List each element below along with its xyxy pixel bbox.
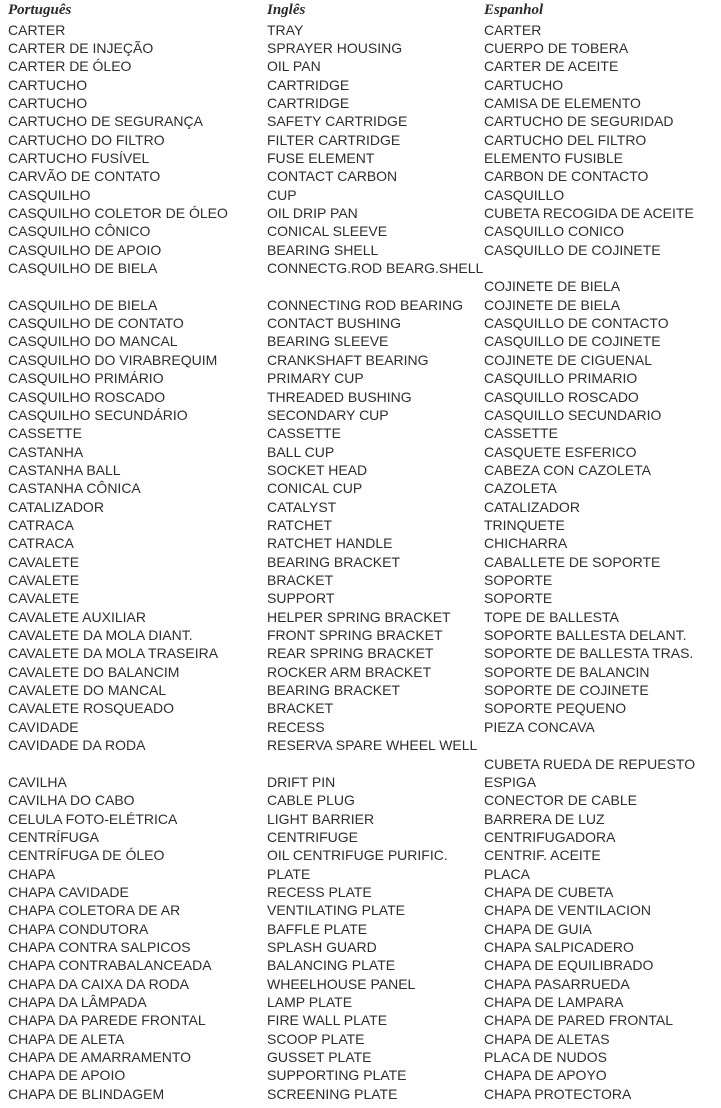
table-row: [0, 534, 721, 552]
term-portuguese: CARTUCHO: [8, 76, 88, 93]
term-spanish: SOPORTE PEQUENO: [484, 700, 627, 717]
term-english: OIL PAN: [267, 58, 321, 75]
term-english: RECESS: [267, 718, 325, 735]
term-spanish: TRINQUETE: [484, 516, 565, 533]
term-spanish: PLACA: [484, 865, 530, 882]
term-portuguese: CASQUILHO DO MANCAL: [8, 333, 178, 350]
term-portuguese: CASQUILHO DE APOIO: [8, 241, 162, 258]
term-spanish: CASSETTE: [484, 425, 558, 442]
term-spanish: COJINETE DE CIGUENAL: [484, 351, 653, 368]
term-spanish: CHAPA DE ALETAS: [484, 1030, 610, 1047]
term-portuguese: CARTER DE INJEÇÃO: [8, 39, 154, 56]
term-portuguese: CASQUILHO PRIMÁRIO: [8, 370, 164, 387]
term-portuguese: CAVALETE DO MANCAL: [8, 682, 167, 699]
term-portuguese: CASQUILHO DE BIELA: [8, 296, 158, 313]
term-spanish: CAZOLETA: [484, 480, 557, 497]
term-spanish: COJINETE DE BIELA: [484, 296, 621, 313]
table-row: [0, 369, 721, 387]
term-portuguese: CASQUILHO CÔNICO: [8, 223, 151, 240]
term-portuguese: CASTANHA BALL: [8, 461, 121, 478]
term-english: SCREENING PLATE: [267, 1085, 398, 1102]
table-row: [0, 277, 721, 295]
term-spanish: CHAPA SALPICADERO: [484, 939, 634, 955]
term-spanish: TOPE DE BALLESTA: [484, 608, 619, 625]
table-row: [0, 131, 721, 149]
term-spanish: PIEZA CONCAVA: [484, 718, 595, 735]
term-portuguese: CARTUCHO FUSÍVEL: [8, 149, 150, 166]
term-portuguese: CASTANHA: [8, 443, 84, 460]
term-english: SUPPORT: [267, 590, 335, 607]
table-row: [0, 883, 721, 901]
term-english: CONNECTG.ROD BEARG.SHELL: [267, 260, 484, 277]
term-english: CONNECTING ROD BEARING: [267, 296, 464, 313]
term-portuguese: CARTER DE ÓLEO: [8, 58, 132, 75]
term-portuguese: CAVIDADE: [8, 718, 79, 735]
term-portuguese: CASTANHA CÔNICA: [8, 480, 141, 497]
term-spanish: CASQUILLO DE COJINETE: [484, 333, 661, 350]
term-spanish: CARTUCHO DEL FILTRO: [484, 131, 647, 148]
table-row: [0, 644, 721, 662]
term-english: ROCKER ARM BRACKET: [267, 663, 432, 680]
term-spanish: ESPIGA: [484, 773, 537, 790]
term-english: BAFFLE PLATE: [267, 920, 368, 937]
term-english: LAMP PLATE: [267, 994, 353, 1011]
term-portuguese: CAVALETE: [8, 590, 80, 607]
table-row: [0, 479, 721, 497]
term-portuguese: CHAPA DA LÂMPADA: [8, 994, 147, 1011]
term-english: VENTILATING PLATE: [267, 902, 405, 919]
term-portuguese: CARTER: [8, 21, 66, 38]
term-spanish: BARRERA DE LUZ: [484, 810, 605, 827]
term-english: CRANKSHAFT BEARING: [267, 351, 429, 368]
term-spanish: CHAPA PROTECTORA: [484, 1085, 632, 1102]
table-row: [0, 167, 721, 185]
term-portuguese: CASQUILHO: [8, 186, 91, 203]
term-spanish: CATALIZADOR: [484, 498, 580, 515]
term-portuguese: CHAPA COLETORA DE AR: [8, 902, 181, 919]
table-row: [0, 773, 721, 791]
term-spanish: CENTRIFUGADORA: [484, 828, 616, 845]
table-row: [0, 296, 721, 314]
term-portuguese: CAVALETE: [8, 553, 80, 570]
term-english: CABLE PLUG: [267, 792, 355, 809]
term-portuguese: CHAPA DA PAREDE FRONTAL: [8, 1012, 206, 1029]
term-spanish: CASQUILLO: [484, 186, 565, 203]
table-row: [0, 571, 721, 589]
term-spanish: CUBETA RUEDA DE REPUESTO: [484, 755, 696, 772]
term-spanish: CHAPA PASARRUEDA: [484, 975, 630, 992]
term-spanish: CABALLETE DE SOPORTE: [484, 553, 661, 570]
table-row: [0, 901, 721, 919]
term-english: SPRAYER HOUSING: [267, 39, 403, 56]
term-portuguese: CHAPA DE APOIO: [8, 1067, 126, 1084]
term-english: PRIMARY CUP: [267, 370, 364, 387]
term-portuguese: CAVIDADE DA RODA: [8, 737, 146, 754]
term-spanish: SOPORTE: [484, 572, 553, 588]
term-portuguese: CASQUILHO COLETOR DE ÓLEO: [8, 205, 228, 221]
term-english: RATCHET: [267, 516, 333, 533]
term-portuguese: CAVALETE DO BALANCIM: [8, 663, 180, 680]
table-row: [0, 699, 721, 717]
term-english: SPLASH GUARD: [267, 939, 377, 955]
table-row: [0, 241, 721, 259]
term-portuguese: CARTUCHO DE SEGURANÇA: [8, 113, 203, 130]
term-portuguese: CARTUCHO: [8, 94, 88, 111]
term-english: RATCHET HANDLE: [267, 535, 393, 552]
term-spanish: CASQUETE ESFERICO: [484, 443, 637, 460]
term-portuguese: CAVALETE: [8, 572, 80, 588]
table-row: [0, 222, 721, 240]
term-portuguese: CENTRÍFUGA DE ÓLEO: [8, 847, 165, 864]
table-row: [0, 755, 721, 773]
term-english: GUSSET PLATE: [267, 1049, 372, 1066]
term-english: RESERVA SPARE WHEEL WELL: [267, 737, 478, 754]
term-portuguese: CASQUILHO DE BIELA: [8, 260, 158, 277]
table-row: [0, 498, 721, 516]
table-row: [0, 865, 721, 883]
table-row: [0, 736, 721, 754]
table-row: [0, 626, 721, 644]
term-portuguese: CAVALETE AUXILIAR: [8, 608, 146, 625]
term-portuguese: CHAPA CONDUTORA: [8, 920, 149, 937]
table-row: [0, 94, 721, 112]
table-row: [0, 204, 721, 222]
table-row: [0, 57, 721, 75]
term-english: LIGHT BARRIER: [267, 810, 375, 827]
term-english: FRONT SPRING BRACKET: [267, 627, 443, 644]
term-portuguese: CAVALETE DA MOLA DIANT.: [8, 627, 193, 644]
term-portuguese: CHAPA CAVIDADE: [8, 883, 129, 900]
term-spanish: CHAPA DE LAMPARA: [484, 994, 624, 1011]
term-english: SECONDARY CUP: [267, 406, 389, 423]
term-english: CONICAL CUP: [267, 480, 363, 497]
term-english: THREADED BUSHING: [267, 388, 412, 405]
table-row: [0, 663, 721, 681]
term-english: OIL CENTRIFUGE PURIFIC.: [267, 847, 448, 864]
term-english: BEARING SLEEVE: [267, 333, 389, 350]
table-row: [0, 718, 721, 736]
table-row: [0, 956, 721, 974]
table-row: [0, 259, 721, 277]
table-row: [0, 1048, 721, 1066]
term-english: TRAY: [267, 21, 304, 38]
table-row: [0, 351, 721, 369]
term-spanish: CASQUILLO ROSCADO: [484, 388, 639, 405]
table-row: [0, 112, 721, 130]
term-spanish: CUERPO DE TOBERA: [484, 39, 629, 56]
term-spanish: CONECTOR DE CABLE: [484, 792, 637, 809]
table-row: [0, 76, 721, 94]
term-english: CARTRIDGE: [267, 76, 350, 93]
table-row: [0, 21, 721, 39]
table-row: [0, 810, 721, 828]
table-row: [0, 1011, 721, 1029]
term-spanish: CUBETA RECOGIDA DE ACEITE: [484, 205, 694, 221]
term-spanish: CABEZA CON CAZOLETA: [484, 461, 651, 478]
table-row: [0, 1030, 721, 1048]
term-spanish: CHAPA DE PARED FRONTAL: [484, 1012, 674, 1029]
term-spanish: CARBON DE CONTACTO: [484, 168, 649, 185]
term-portuguese: CAVILHA DO CABO: [8, 792, 135, 809]
term-portuguese: CARTUCHO DO FILTRO: [8, 131, 165, 148]
term-portuguese: CASQUILHO DE CONTATO: [8, 315, 184, 332]
term-spanish: CHAPA DE CUBETA: [484, 883, 614, 900]
term-portuguese: CHAPA DA CAIXA DA RODA: [8, 975, 190, 992]
table-row: [0, 461, 721, 479]
term-spanish: ELEMENTO FUSIBLE: [484, 149, 624, 166]
term-spanish: CHAPA DE GUIA: [484, 920, 592, 937]
table-row: [0, 828, 721, 846]
term-portuguese: CATRACA: [8, 535, 74, 552]
term-portuguese: CHAPA DE AMARRAMENTO: [8, 1049, 192, 1066]
column-header-spanish: Espanhol: [484, 2, 544, 18]
term-english: FUSE ELEMENT: [267, 149, 375, 166]
term-english: RECESS PLATE: [267, 883, 372, 900]
table-row: [0, 443, 721, 461]
term-portuguese: CHAPA CONTRABALANCEADA: [8, 957, 212, 974]
term-portuguese: CAVALETE DA MOLA TRASEIRA: [8, 645, 219, 662]
term-spanish: SOPORTE DE BALANCIN: [484, 663, 650, 680]
term-spanish: CHAPA DE VENTILACION: [484, 902, 652, 919]
table-row: [0, 975, 721, 993]
term-portuguese: CARVÃO DE CONTATO: [8, 168, 161, 185]
term-english: DRIFT PIN: [267, 773, 336, 790]
table-row: [0, 406, 721, 424]
term-portuguese: CHAPA DE ALETA: [8, 1030, 125, 1047]
table-row: [0, 186, 721, 204]
term-spanish: CHAPA DE EQUILIBRADO: [484, 957, 654, 974]
column-header-portuguese: Português: [8, 2, 72, 18]
table-row: [0, 332, 721, 350]
term-english: BRACKET: [267, 700, 334, 717]
term-english: CENTRIFUGE: [267, 828, 358, 845]
table-row: [0, 791, 721, 809]
term-english: CUP: [267, 186, 297, 203]
term-portuguese: CAVILHA: [8, 773, 67, 790]
term-english: BEARING BRACKET: [267, 553, 401, 570]
term-english: WHEELHOUSE PANEL: [267, 975, 416, 992]
term-spanish: CHICHARRA: [484, 535, 568, 552]
term-english: REAR SPRING BRACKET: [267, 645, 434, 662]
table-row: [0, 149, 721, 167]
term-english: BALL CUP: [267, 443, 335, 460]
term-spanish: SOPORTE DE BALLESTA TRAS.: [484, 645, 694, 662]
term-portuguese: CASQUILHO ROSCADO: [8, 388, 166, 405]
term-spanish: SOPORTE: [484, 590, 553, 607]
term-spanish: CENTRIF. ACEITE: [484, 847, 601, 864]
term-spanish: COJINETE DE BIELA: [484, 278, 621, 295]
term-english: SCOOP PLATE: [267, 1030, 365, 1047]
table-row: [0, 589, 721, 607]
table-row: [0, 388, 721, 406]
term-portuguese: CHAPA DE BLINDAGEM: [8, 1085, 165, 1102]
term-portuguese: CHAPA CONTRA SALPICOS: [8, 939, 191, 955]
term-portuguese: CASSETTE: [8, 425, 82, 442]
term-spanish: CAMISA DE ELEMENTO: [484, 94, 641, 111]
table-row: [0, 314, 721, 332]
term-spanish: SOPORTE DE COJINETE: [484, 682, 649, 699]
term-english: BALANCING PLATE: [267, 957, 396, 974]
table-row: [0, 938, 721, 956]
term-spanish: CARTUCHO: [484, 76, 564, 93]
term-english: BEARING SHELL: [267, 241, 379, 258]
term-portuguese: CHAPA: [8, 865, 56, 882]
term-spanish: PLACA DE NUDOS: [484, 1049, 607, 1066]
term-spanish: CASQUILLO DE CONTACTO: [484, 315, 669, 332]
term-portuguese: CASQUILHO DO VIRABREQUIM: [8, 351, 218, 368]
term-english: CARTRIDGE: [267, 94, 350, 111]
term-english: BEARING BRACKET: [267, 682, 401, 699]
term-english: FILTER CARTRIDGE: [267, 131, 401, 148]
table-row: [0, 608, 721, 626]
table-row: [0, 681, 721, 699]
term-english: CONTACT BUSHING: [267, 315, 402, 332]
table-row: [0, 920, 721, 938]
table-row: [0, 846, 721, 864]
term-spanish: CASQUILLO DE COJINETE: [484, 241, 661, 258]
table-row: [0, 516, 721, 534]
column-header-english: Inglês: [267, 2, 306, 18]
term-portuguese: CELULA FOTO-ELÉTRICA: [8, 810, 178, 827]
term-spanish: CASQUILLO SECUNDARIO: [484, 406, 662, 423]
term-english: CASSETTE: [267, 425, 341, 442]
table-row: [0, 39, 721, 57]
table-row: [0, 993, 721, 1011]
term-english: BRACKET: [267, 572, 334, 588]
term-english: CONTACT CARBON: [267, 168, 398, 185]
term-spanish: SOPORTE BALLESTA DELANT.: [484, 627, 687, 644]
table-row: [0, 553, 721, 571]
term-spanish: CARTER DE ACEITE: [484, 58, 619, 75]
term-english: FIRE WALL PLATE: [267, 1012, 388, 1029]
table-row: [0, 424, 721, 442]
table-row: [0, 1066, 721, 1084]
term-portuguese: CATALIZADOR: [8, 498, 104, 515]
term-english: OIL DRIP PAN: [267, 205, 358, 221]
term-spanish: CARTUCHO DE SEGURIDAD: [484, 113, 674, 130]
term-english: SOCKET HEAD: [267, 461, 368, 478]
term-portuguese: CENTRÍFUGA: [8, 828, 99, 845]
term-english: SAFETY CARTRIDGE: [267, 113, 408, 130]
term-spanish: CARTER: [484, 21, 542, 38]
term-spanish: CASQUILLO PRIMARIO: [484, 370, 638, 387]
term-portuguese: CATRACA: [8, 516, 74, 533]
term-spanish: CHAPA DE APOYO: [484, 1067, 607, 1084]
term-portuguese: CASQUILHO SECUNDÁRIO: [8, 406, 188, 423]
term-spanish: CASQUILLO CONICO: [484, 223, 625, 240]
table-row: [0, 1085, 721, 1103]
term-english: CONICAL SLEEVE: [267, 223, 388, 240]
term-english: SUPPORTING PLATE: [267, 1067, 407, 1084]
term-english: PLATE: [267, 865, 311, 882]
term-portuguese: CAVALETE ROSQUEADO: [8, 700, 174, 717]
term-english: CATALYST: [267, 498, 337, 515]
term-english: HELPER SPRING BRACKET: [267, 608, 451, 625]
